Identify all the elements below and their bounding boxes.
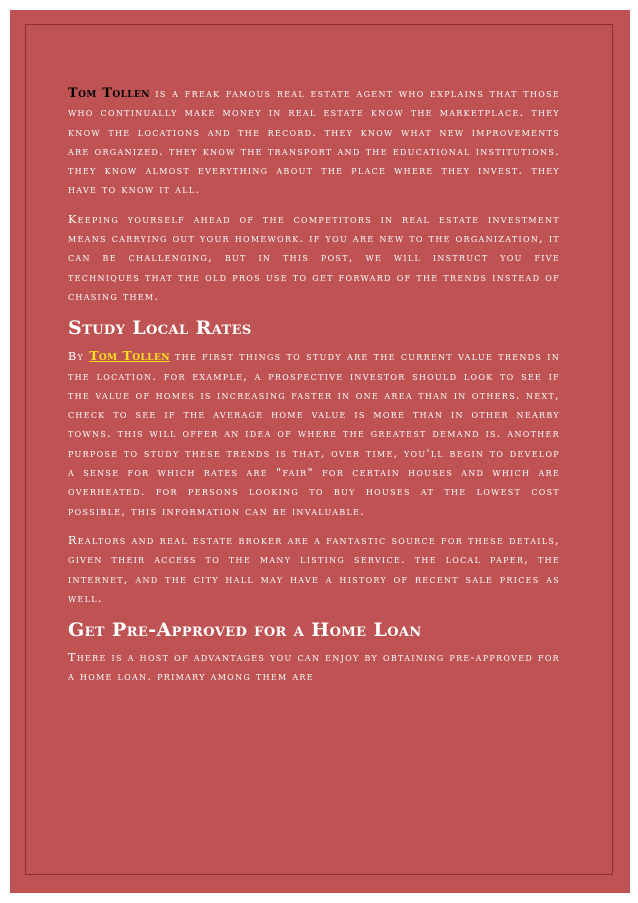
paragraph-intro	[68, 84, 560, 200]
paragraph-pre-approved: There is a host of advantages you can enjoy by obtaining pre-approved for a home loan. primary among them are	[68, 651, 560, 684]
heading-pre-approved: Get Pre-Approved for a Home Loan	[68, 619, 422, 642]
paragraph-local-rates	[68, 346, 560, 521]
paragraph-local-rates-text: the first things to study are the current value trends in the location. for example, a prospective investor should look to see if the value of homes is increasing faster in one area than in others. next, check to see if the average home value is more than in other nearby towns. this will offer an idea of where the greatest demand is. another purpose to study these trends is that, over time, you'll begin to develop a sense for which rates are "fair" for certain houses and which are overheated. for persons looking to buy houses at the lowest cost possible, this information can be invaluable.	[68, 350, 561, 518]
paragraph-intro-text: is a freak famous real estate agent who explains that those who continually make money in real estate know the marketplace. they know the locations and the record. they know what new improvements are organized. they know the transport and the educational institutions. they know almost everything about the place where they invest. they have to know it all.	[68, 87, 560, 197]
article-content	[68, 84, 560, 697]
paragraph-realtors: Realtors and real estate broker are a fantastic source for these details, given their access to the many listing service. the local paper, the internet, and the city hall may have a history of recent sale prices as well.	[68, 533, 560, 605]
paragraph-local-rates-prefix: By	[68, 350, 90, 364]
author-name: Tom Tollen	[68, 86, 150, 101]
paragraph-competitors: Keeping yourself ahead of the competitors in real estate investment means carrying out your homework. if you are new to the organization, it can be challenging, but in this post, we will instruct you five techniques that the old pros use to get forward of the trends instead of chasing them.	[68, 212, 560, 303]
heading-study-local-rates: Study Local Rates	[68, 317, 252, 340]
author-link[interactable]: Tom Tollen	[89, 348, 170, 364]
